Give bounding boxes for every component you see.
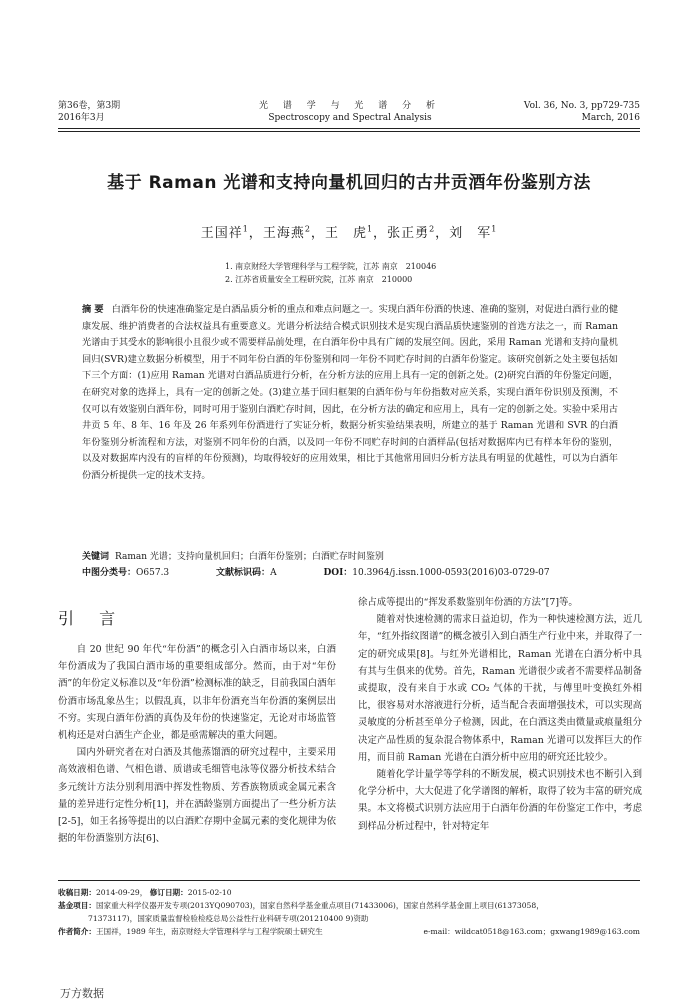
section-title: 引 言 xyxy=(58,609,126,628)
revised-date: 2015-02-10 xyxy=(187,888,232,897)
author-affiliation-mark: 1 xyxy=(366,224,374,234)
affiliation: 1. 南京财经大学管理科学与工程学院，江苏 南京 210046 xyxy=(225,262,437,271)
footnotes xyxy=(58,886,640,938)
author-affiliation-mark: 2 xyxy=(304,224,311,234)
watermark: 万方数据 xyxy=(60,987,104,1000)
author-list xyxy=(58,222,640,241)
paragraph: 随着对快速检测的需求日益迫切，作为一种快速检测方法，近几年，“红外指纹图谱”的概念被引入到白酒生产行业中来，并取得了一定的研究成果[8]。与红外光谱相比，Raman 光谱在白酒分析中具有其与生俱来的优势。首先，Raman 光谱很少或者不需要样品制备或提取，没有来自于水或 CO₂ 气体的干扰，与傅里叶变换红外相比，很容易对水溶液进行分析，适当配合表面增强技术，可以实现高灵敏度的分析甚至单分子检测，因此，在白酒这类由微量或痕量组分决定产品性质的复杂混合物体系中，Raman 光谱可以发挥巨大的作用，而目前 Raman 光谱在白酒分析中应用的研究还比较少。 xyxy=(358,614,642,763)
volume-cn: 第36卷，第3期 xyxy=(58,101,121,111)
body-right-column xyxy=(358,594,642,835)
header-rule-thick xyxy=(58,128,640,129)
received-label: 收稿日期： xyxy=(58,888,96,897)
author: 张正勇 xyxy=(387,226,430,241)
fund-label: 基金项目： xyxy=(58,901,96,910)
affiliations xyxy=(225,260,436,286)
author-separator: ， xyxy=(310,226,325,241)
fund-text: 国家重大科学仪器开发专项(2013YQ090703)，国家自然科学基金重点项目(71433006)，国家自然科学基金面上项目(61373058， xyxy=(95,901,544,910)
paragraph: 随着化学计量学等学科的不断发展，模式识别技术也不断引入到化学分析中，大大促进了化学谱图的解析，取得了较为丰富的研究成果。本文将模式识别方法应用于白酒年份酒的年份鉴定工作中，考虑到样品分析过程中，针对特定年 xyxy=(358,769,642,832)
dates-line xyxy=(58,886,640,899)
author: 王 虎 xyxy=(324,226,367,241)
author-bio xyxy=(58,925,640,938)
bio-label: 作者简介： xyxy=(58,927,96,936)
journal-issue-cn xyxy=(58,100,120,124)
header-rule-thin xyxy=(58,131,640,132)
volume-en: Vol. 36, No. 3, pp729-735 xyxy=(523,101,640,111)
received-date: 2014-09-29， xyxy=(95,888,148,897)
paragraph: 徐占成等提出的“挥发系数鉴别年份酒的方法”[7]等。 xyxy=(358,597,578,608)
abstract-label: 摘 要 xyxy=(82,304,104,315)
date-en: March, 2016 xyxy=(581,113,640,123)
article-metadata xyxy=(82,566,618,580)
abstract xyxy=(82,302,618,485)
author-affiliation-mark: 1 xyxy=(491,224,498,234)
author-separator: ， xyxy=(248,226,263,241)
paragraph: 自 20 世纪 90 年代“年份酒”的概念引入白酒市场以来，白酒年份酒成为了我国白酒市场的重要组成部分。然而，由于对“年份酒”的年份定义标准以及“年份酒”检测标准的缺乏，目前我国白酒年份酒市场乱象丛生；以假乱真，以非年份酒充当年份酒的案例层出不穷。实现白酒年份酒的真伪及年份的快速鉴定，无论对市场监管机构还是对白酒生产企业，都是亟需解决的重大问题。 xyxy=(58,644,336,742)
fund-line-continued: 71373117)，国家质量监督检验检疫总局公益性行业科研专项(201210400 9)资助 xyxy=(88,914,369,923)
bio-text: 王国祥，1989 年生，南京财经大学管理科学与工程学院硕士研究生 xyxy=(95,927,323,936)
author-affiliation-mark: 1 xyxy=(242,224,249,234)
author-affiliation-mark: 2 xyxy=(429,224,436,234)
date-cn: 2016年3月 xyxy=(58,113,105,123)
author: 王国祥 xyxy=(200,226,243,241)
author-separator: ， xyxy=(373,226,388,241)
author: 王海燕 xyxy=(262,226,305,241)
paragraph: 国内外研究者在对白酒及其他蒸馏酒的研究过程中，主要采用高效液相色谱、气相色谱、质谱或毛细管电泳等仪器分析技术结合多元统计方法分别利用酒中挥发性物质、芳香族物质或金属元素含量的差异进行定性分析[1]，并在酒龄鉴别方面提出了一些分析方法[2-5]，如王名扬等提出的以白酒贮存期中金属元素的变化规律为依据的年份酒鉴别方法[6]、 xyxy=(58,747,336,845)
paper-title: 基于 Raman 光谱和支持向量机回归的古井贡酒年份鉴别方法 xyxy=(107,173,591,193)
body-left-column xyxy=(58,641,336,847)
author: 刘 军 xyxy=(449,226,492,241)
abstract-text: 白酒年份的快速准确鉴定是白酒品质分析的重点和难点问题之一。实现白酒年份酒的快速、准确的鉴别，对促进白酒行业的健康发展、维护消费者的合法权益具有重要意义。光谱分析法结合模式识别技术是实现白酒品质快速鉴别的首选方法之一，而 Raman 光谱由于其受水的影响很小且很少或不需要样品前处理，在白酒年份中具有广阔的发展空间。因此，采用 Raman 光谱和支持向量机回归(SVR)建立数据分析模型，用于不同年份白酒的年份鉴别和同一年份不同贮存时间的白酒年份鉴定。该研究创新之处主要包括如下三个方面：(1)应用 Raman 光谱对白酒品质进行分析，在分析方法的应用上具有一定的创新之处。(2)研究白酒的年份鉴定问题，在研究对象的选择上，具有一定的创新之处。(3)建立基于回归框架的白酒年份与年份指数对应关系，实现白酒年份识别及预测，不仅可以有效鉴别白酒年份，同时可用于鉴别白酒贮存时间，因此，在分析方法的确定和应用上，具有一定的创新之处。实验中采用古井贡 5 年、8 年、16 年及 26 年系列年份酒进行了实证分析，数据分析实验结果表明，所建立的基于 Raman 光谱和 SVR 的白酒年份鉴别分析流程和方法，对鉴别不同年份的白酒，以及同一年份不同贮存时间的白酒样品(包括对数据库内已有样本年份的鉴别，以及对数据库内没有的盲样的年份预测)，均取得较好的应用效果，相比于其他常用回归分析方法具有明显的优越性，可以为白酒年份酒分析提供一定的技术支持。 xyxy=(82,304,619,481)
revised-label: 修订日期： xyxy=(149,888,188,897)
author-email: e-mail：wildcat0518@163.com；gxwang1989@163.com xyxy=(423,927,640,936)
journal-issue-en xyxy=(524,100,640,124)
journal-name-en: Spectroscopy and Spectral Analysis xyxy=(268,113,432,123)
doc-code-label: 文献标识码： xyxy=(216,568,271,578)
classification-value: O657.3 xyxy=(136,568,170,578)
footnote-rule xyxy=(58,880,640,881)
journal-name xyxy=(200,100,500,124)
doi-label: DOI： xyxy=(323,568,353,578)
doi-value: 10.3964/j.issn.1000-0593(2016)03-0729-07 xyxy=(352,568,550,578)
keywords xyxy=(82,550,618,564)
fund-line xyxy=(58,899,640,912)
doc-code-value: A xyxy=(270,568,277,578)
journal-name-cn: 光 谱 学 与 光 谱 分 析 xyxy=(258,101,442,111)
author-separator: ， xyxy=(435,226,450,241)
keywords-label: 关键词 xyxy=(82,552,110,562)
affiliation: 2. 江苏省质量安全工程研究院，江苏 南京 210000 xyxy=(225,275,413,284)
keywords-text: Raman 光谱；支持向量机回归；白酒年份鉴别；白酒贮存时间鉴别 xyxy=(115,552,384,562)
classification-label: 中图分类号： xyxy=(82,568,137,578)
